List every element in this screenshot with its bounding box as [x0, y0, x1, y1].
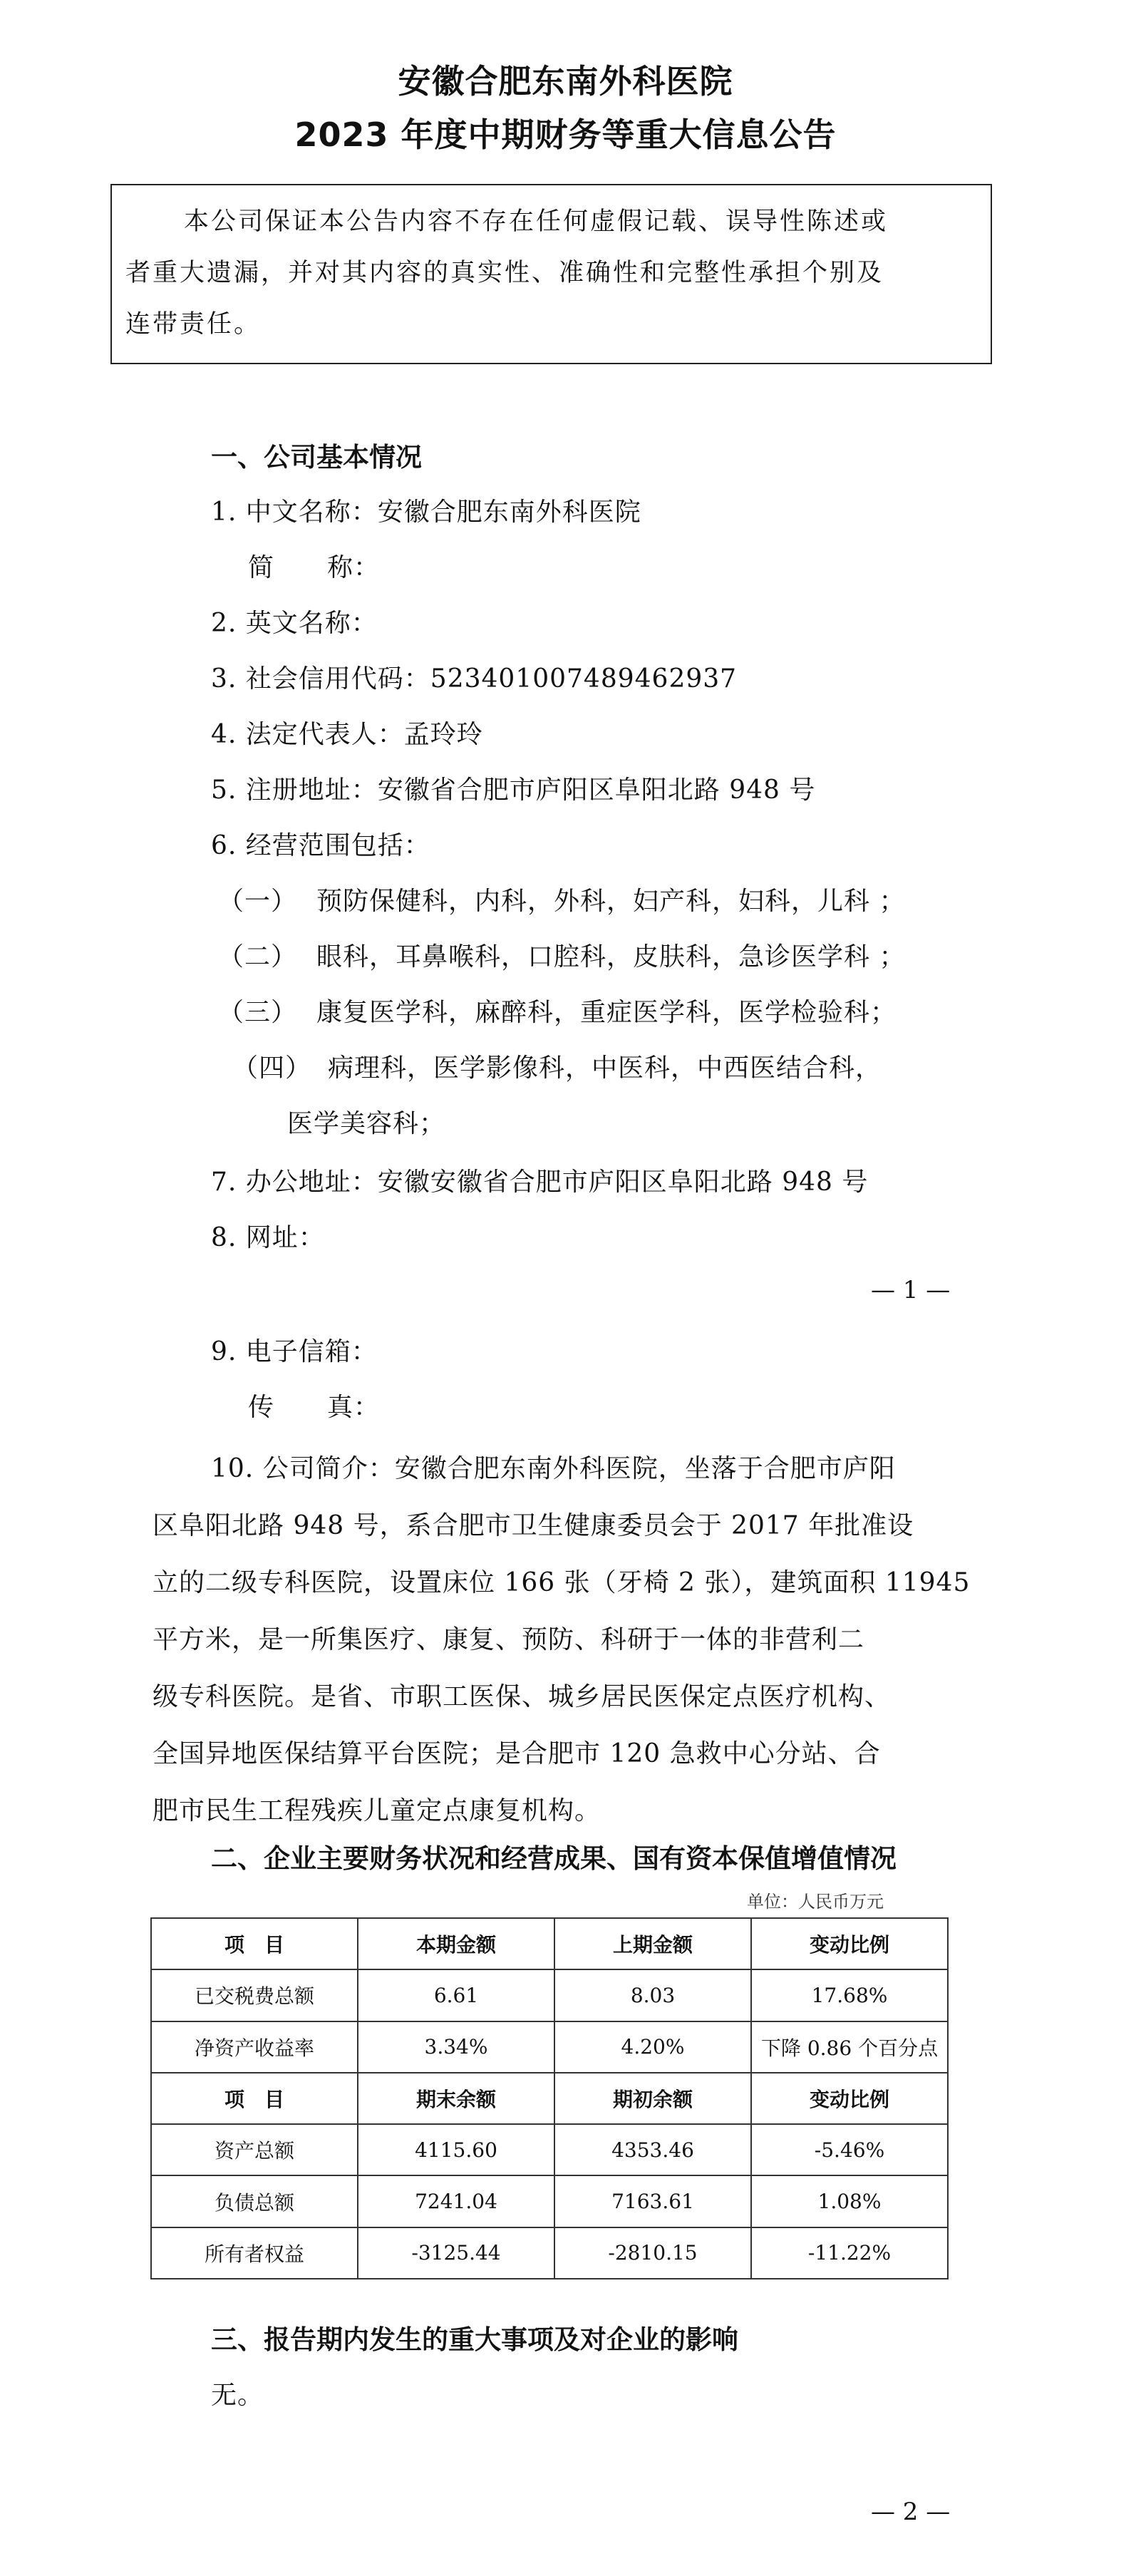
intro-line-6: 全国异地医保结算平台医院；是合肥市 120 急救中心分站、合 — [153, 1739, 881, 1768]
table-row — [151, 1969, 948, 2021]
page-number-1: — 1 — — [871, 1276, 951, 1304]
scope-3-label: （三） — [218, 998, 298, 1027]
notice-line-3: 连带责任。 — [125, 310, 262, 339]
fax: 传 真： — [248, 1393, 381, 1422]
table-row — [151, 2021, 948, 2073]
section1-heading: 一、公司基本情况 — [211, 442, 422, 473]
table-row — [151, 2124, 948, 2175]
table-cell: 4.20% — [554, 2021, 751, 2073]
col-header-previous: 上期金额 — [554, 1918, 751, 1969]
section2-heading: 二、企业主要财务状况和经营成果、国有资本保值增值情况 — [211, 1843, 897, 1874]
table-cell: 8.03 — [554, 1969, 751, 2021]
scope-4-continued: 医学美容科； — [287, 1109, 446, 1138]
english-name: 2. 英文名称： — [211, 609, 378, 638]
table-cell: 所有者权益 — [151, 2227, 358, 2279]
table-cell: 4353.46 — [554, 2124, 751, 2175]
table-row — [151, 2175, 948, 2227]
col-header-ending: 期末余额 — [358, 2073, 554, 2124]
business-scope-heading: 6. 经营范围包括： — [211, 831, 430, 860]
table-cell: 资产总额 — [151, 2124, 358, 2175]
col-header-item: 项 目 — [151, 1918, 358, 1969]
intro-line-3: 立的二级专科医院，设置床位 166 张（牙椅 2 张），建筑面积 11945 — [153, 1568, 971, 1597]
table-cell: 负债总额 — [151, 2175, 358, 2227]
table-cell: 4115.60 — [358, 2124, 554, 2175]
intro-line-2: 区阜阳北路 948 号，系合肥市卫生健康委员会于 2017 年批准设 — [153, 1511, 914, 1540]
credit-code: 3. 社会信用代码：52340100748946293​7 — [211, 664, 738, 694]
table-cell: 6.61 — [358, 1969, 554, 2021]
intro-line-4: 平方米，是一所集医疗、康复、预防、科研于一体的非营利二 — [153, 1625, 865, 1654]
col-header-current: 本期金额 — [358, 1918, 554, 1969]
scope-2-label: （二） — [218, 942, 298, 972]
scope-1-label: （一） — [218, 887, 298, 916]
website: 8. 网址： — [211, 1223, 325, 1252]
scope-1-text: 预防保健科，内科，外科，妇产科，妇科，儿科 ； — [316, 887, 906, 916]
legal-representative: 4. 法定代表人：孟玲玲 — [211, 720, 483, 749]
scope-4-text: 病理科，医学影像科，中医科，中西医结合科， — [328, 1053, 882, 1083]
table-cell: -5.46% — [751, 2124, 948, 2175]
notice-line-1: 本公司保证本公告内容不存在任何虚假记载、误导性陈述或 — [184, 207, 889, 236]
intro-line-7: 肥市民生工程残疾儿童定点康复机构。 — [153, 1796, 601, 1825]
table-header-row — [151, 1918, 948, 1969]
scope-2-text: 眼科，耳鼻喉科，口腔科，皮肤科，急诊医学科 ； — [316, 942, 906, 972]
table-cell: -11.22% — [751, 2227, 948, 2279]
table-cell: 净资产收益率 — [151, 2021, 358, 2073]
table-cell: -3125.44 — [358, 2227, 554, 2279]
email: 9. 电子信箱： — [211, 1337, 378, 1366]
section3-body: 无。 — [211, 2381, 264, 2410]
scope-3-text: 康复医学科，麻醉科，重症医学科，医学检验科； — [316, 998, 897, 1027]
notice-line-2: 者重大遗漏，并对其内容的真实性、准确性和完整性承担个别及 — [125, 259, 884, 287]
office-address: 7. 办公地址：安徽安徽省合肥市庐阳区阜阳北路 948 号 — [211, 1168, 869, 1197]
table-cell: 7241.04 — [358, 2175, 554, 2227]
scope-4-label: （四） — [232, 1053, 312, 1083]
table-cell: 7163.61 — [554, 2175, 751, 2227]
table-header-row — [151, 2073, 948, 2124]
table-cell: 下降 0.86 个百分点 — [751, 2021, 948, 2073]
intro-line-1: 10. 公司简介：安徽合肥东南外科医院，坐落于合肥市庐阳 — [211, 1454, 896, 1483]
col-header-change: 变动比例 — [751, 2073, 948, 2124]
short-name: 简 称： — [248, 553, 381, 582]
document-title-line2: 2023 年度中期财务等重大信息公告 — [294, 115, 837, 154]
registered-address: 5. 注册地址：安徽省合肥市庐阳区阜阳北路 948 号 — [211, 776, 816, 805]
table-row — [151, 2227, 948, 2279]
intro-line-5: 级专科医院。是省、市职工医保、城乡居民医保定点医疗机构、 — [153, 1682, 892, 1711]
table-cell: 1.08% — [751, 2175, 948, 2227]
table-cell: 已交税费总额 — [151, 1969, 358, 2021]
col-header-change: 变动比例 — [751, 1918, 948, 1969]
currency-unit: 单位：人民币万元 — [747, 1892, 884, 1912]
section3-heading: 三、报告期内发生的重大事项及对企业的影响 — [211, 2324, 738, 2355]
chinese-name: 1. 中文名称：安徽合肥东南外科医院 — [211, 498, 641, 527]
table-cell: -2810.15 — [554, 2227, 751, 2279]
col-header-beginning: 期初余额 — [554, 2073, 751, 2124]
document-title-line1: 安徽合肥东南外科医院 — [398, 62, 733, 101]
page-number-2: — 2 — — [871, 2498, 951, 2526]
table-cell: 3.34% — [358, 2021, 554, 2073]
table-cell: 17.68% — [751, 1969, 948, 2021]
financial-table — [150, 1917, 949, 2279]
col-header-item: 项 目 — [151, 2073, 358, 2124]
